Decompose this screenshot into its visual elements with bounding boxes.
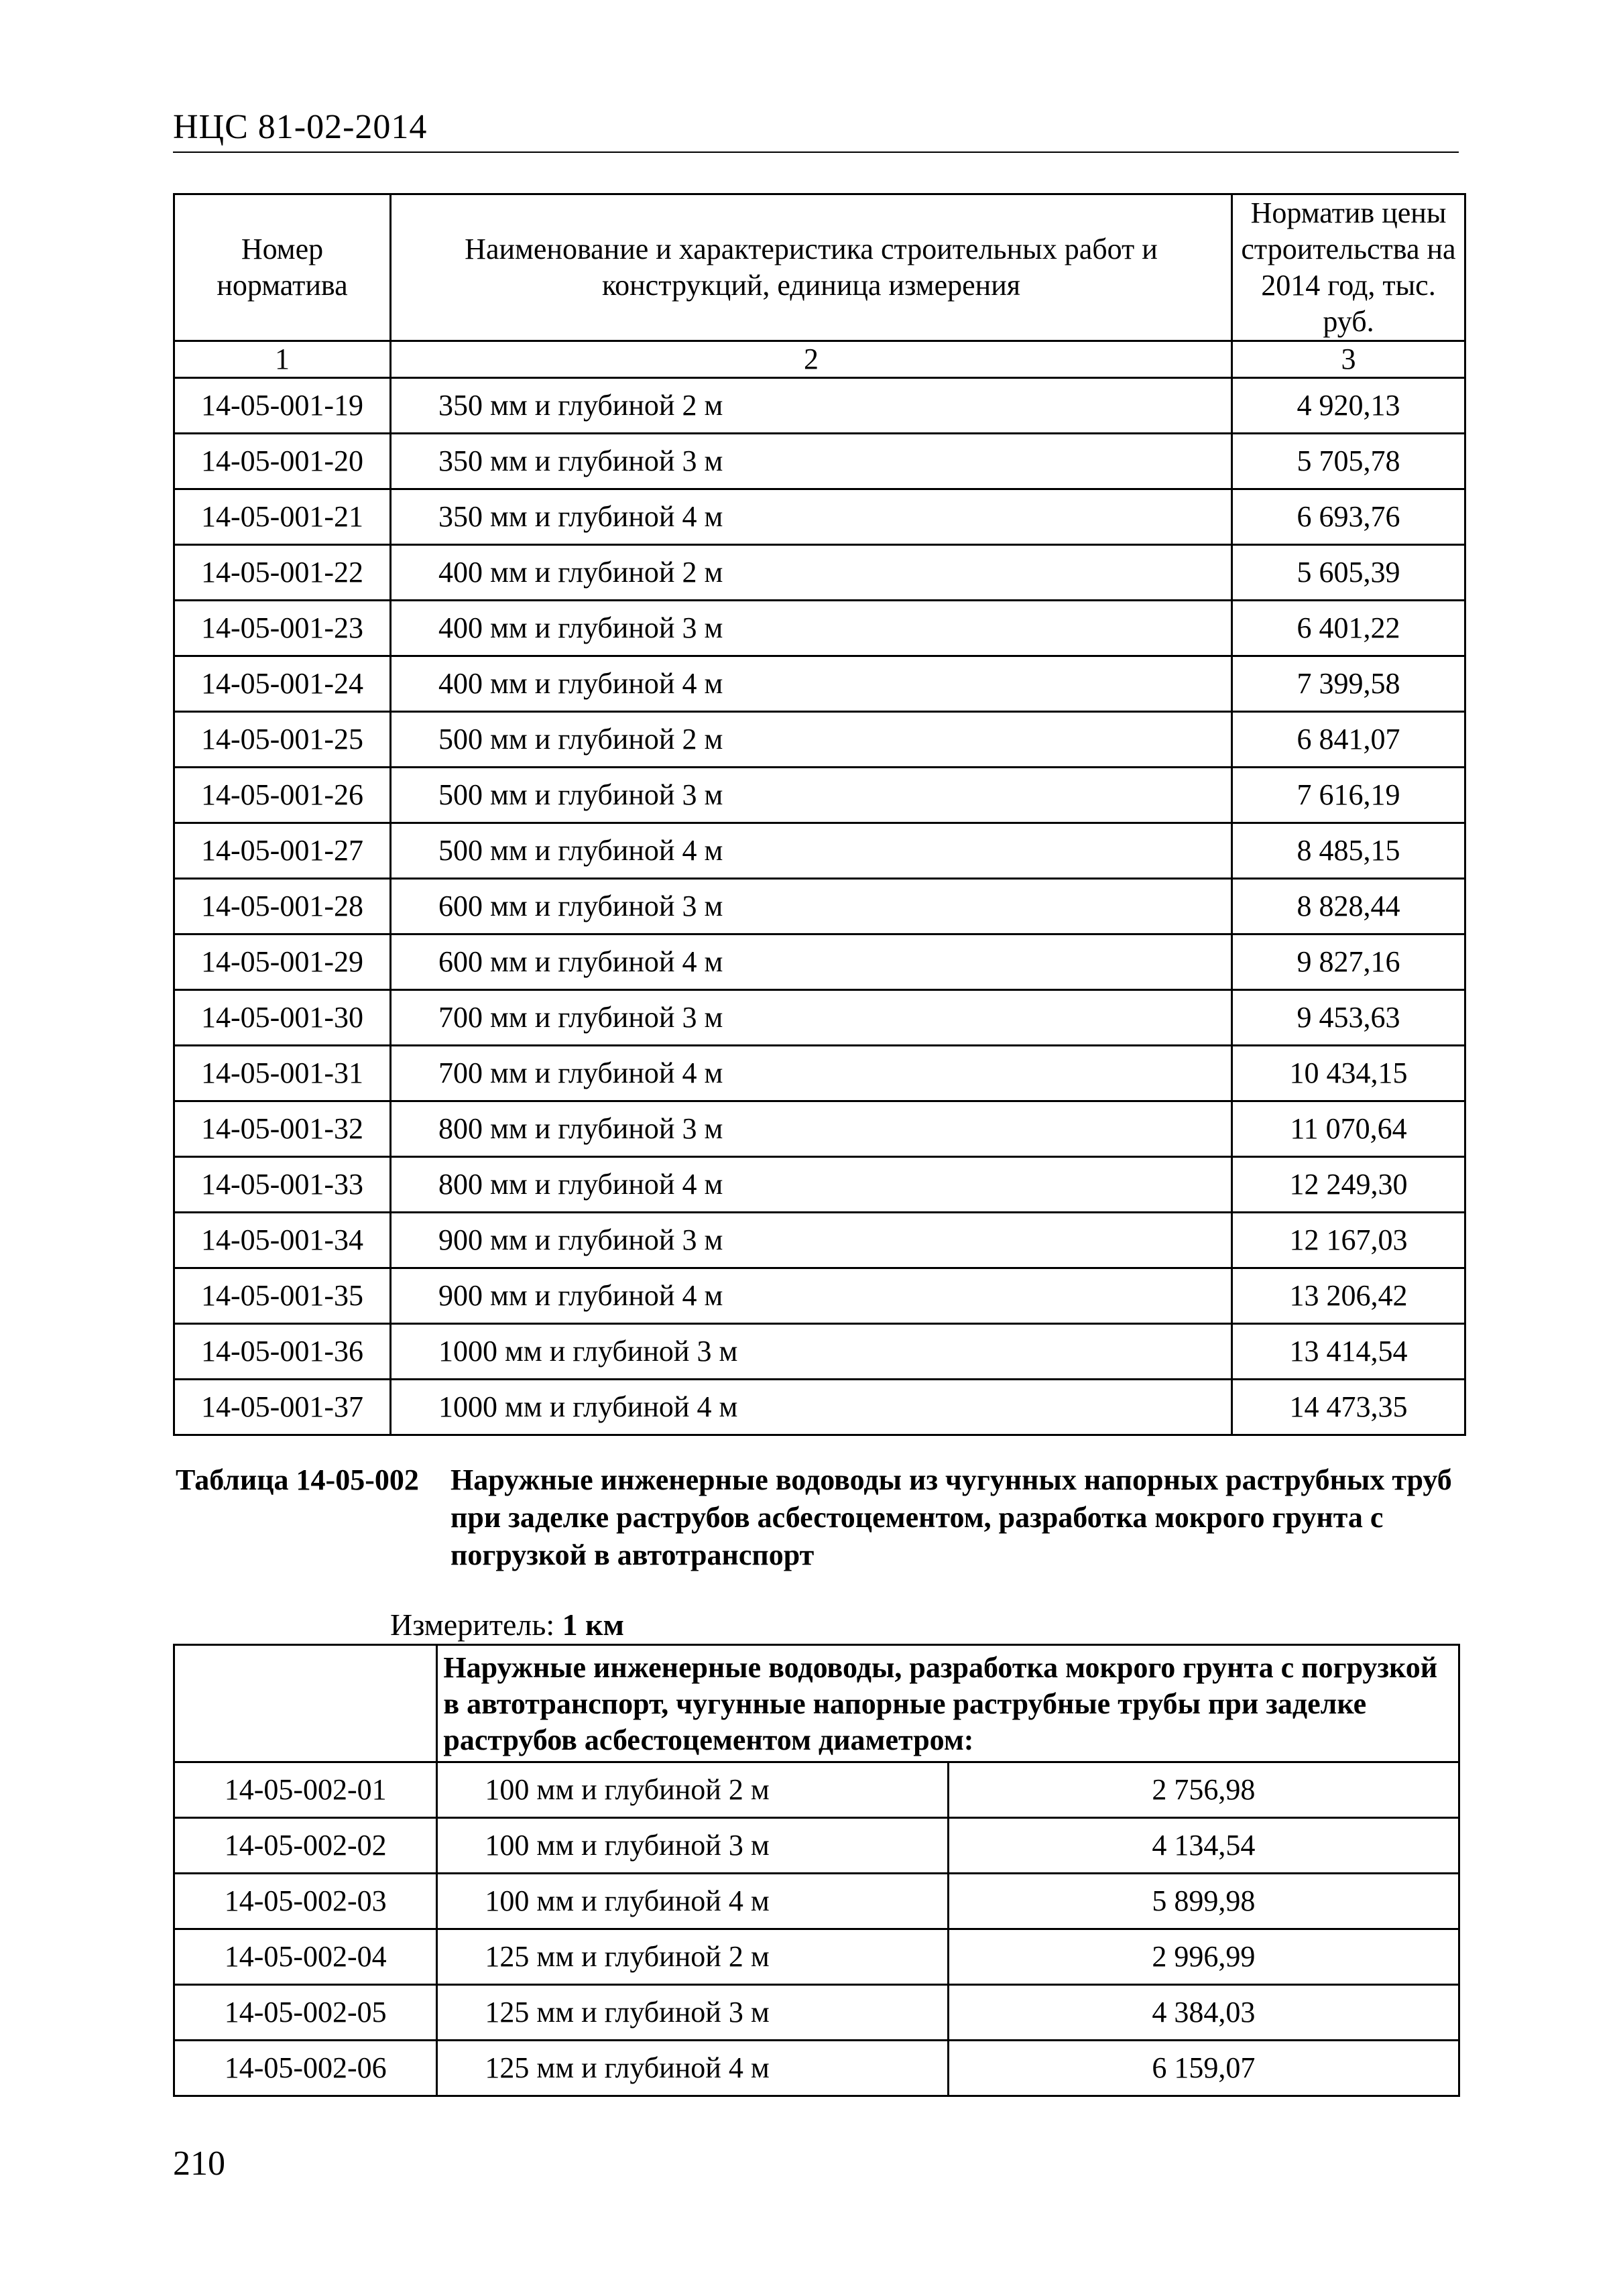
row-description: 350 мм и глубиной 4 м — [391, 489, 1232, 545]
row-code: 14-05-001-34 — [174, 1213, 391, 1268]
table-row — [174, 823, 1465, 879]
table-row — [174, 712, 1465, 768]
subheader-empty-cell — [174, 1645, 437, 1762]
row-price: 10 434,15 — [1232, 1046, 1465, 1101]
header-rule — [173, 152, 1459, 153]
table-row — [174, 1101, 1465, 1157]
row-price: 11 070,64 — [1232, 1101, 1465, 1157]
table-row — [174, 1818, 1459, 1874]
row-description: 500 мм и глубиной 4 м — [391, 823, 1232, 879]
row-description: 600 мм и глубиной 4 м — [391, 934, 1232, 990]
table-row — [174, 2041, 1459, 2096]
row-code: 14-05-002-05 — [174, 1985, 437, 2041]
row-price: 6 401,22 — [1232, 601, 1465, 656]
row-price: 13 206,42 — [1232, 1268, 1465, 1324]
table1-column-numbers — [174, 341, 1465, 378]
row-code: 14-05-001-30 — [174, 990, 391, 1046]
row-code: 14-05-001-35 — [174, 1268, 391, 1324]
table-row — [174, 1985, 1459, 2041]
row-code: 14-05-002-03 — [174, 1874, 437, 1929]
row-code: 14-05-001-33 — [174, 1157, 391, 1213]
row-code: 14-05-001-24 — [174, 656, 391, 712]
header-price: Норматив цены строительства на 2014 год, тыс. руб. — [1232, 194, 1465, 341]
price-table-14-05-002 — [173, 1644, 1460, 2097]
row-code: 14-05-001-26 — [174, 768, 391, 823]
table-row — [174, 934, 1465, 990]
row-description: 350 мм и глубиной 2 м — [391, 378, 1232, 434]
row-description: 700 мм и глубиной 4 м — [391, 1046, 1232, 1101]
table-row — [174, 1268, 1465, 1324]
row-description: 125 мм и глубиной 4 м — [437, 2041, 948, 2096]
row-code: 14-05-001-37 — [174, 1380, 391, 1435]
row-price: 13 414,54 — [1232, 1324, 1465, 1380]
row-code: 14-05-001-25 — [174, 712, 391, 768]
row-code: 14-05-001-22 — [174, 545, 391, 601]
table-row — [174, 545, 1465, 601]
row-price: 8 485,15 — [1232, 823, 1465, 879]
row-description: 400 мм и глубиной 4 м — [391, 656, 1232, 712]
row-description: 100 мм и глубиной 2 м — [437, 1762, 948, 1818]
row-code: 14-05-001-28 — [174, 879, 391, 934]
table2-label: Таблица 14-05-002 — [176, 1463, 419, 1496]
table-row — [174, 601, 1465, 656]
table-row — [174, 378, 1465, 434]
table-row — [174, 1929, 1459, 1985]
row-description: 500 мм и глубиной 3 м — [391, 768, 1232, 823]
table-row — [174, 1213, 1465, 1268]
page-number: 210 — [173, 2144, 225, 2183]
table2-subheader: Наружные инженерные водоводы, разработка мокрого грунта с погрузкой в автотранспорт, чугунные напорные раструбные трубы при заделке раструбов асбестоцементом диаметром: — [437, 1645, 1459, 1762]
row-price: 4 384,03 — [948, 1985, 1459, 2041]
table-row — [174, 1380, 1465, 1435]
row-description: 700 мм и глубиной 3 м — [391, 990, 1232, 1046]
row-price: 9 827,16 — [1232, 934, 1465, 990]
price-table-14-05-001 — [173, 193, 1466, 1436]
row-description: 800 мм и глубиной 4 м — [391, 1157, 1232, 1213]
row-code: 14-05-001-29 — [174, 934, 391, 990]
column-number-2: 2 — [391, 341, 1232, 378]
table-row — [174, 1324, 1465, 1380]
table-row — [174, 1157, 1465, 1213]
row-code: 14-05-001-36 — [174, 1324, 391, 1380]
row-price: 7 399,58 — [1232, 656, 1465, 712]
row-code: 14-05-002-04 — [174, 1929, 437, 1985]
table-row — [174, 879, 1465, 934]
row-price: 7 616,19 — [1232, 768, 1465, 823]
table2-subheader-row — [174, 1645, 1459, 1762]
row-description: 400 мм и глубиной 3 м — [391, 601, 1232, 656]
meter-value: 1 км — [562, 1608, 624, 1642]
row-price: 14 473,35 — [1232, 1380, 1465, 1435]
table2-title: Наружные инженерные водоводы из чугунных напорных раструбных труб при заделке раструбов асбестоцементом, разработка мокрого грунта с погрузкой в автотранспорт — [450, 1463, 1452, 1571]
row-price: 6 159,07 — [948, 2041, 1459, 2096]
row-code: 14-05-001-21 — [174, 489, 391, 545]
meter-label: Измеритель: — [390, 1608, 555, 1642]
row-code: 14-05-001-31 — [174, 1046, 391, 1101]
row-code: 14-05-001-19 — [174, 378, 391, 434]
row-price: 6 841,07 — [1232, 712, 1465, 768]
row-description: 100 мм и глубиной 3 м — [437, 1818, 948, 1874]
table1-body — [174, 194, 1465, 1435]
row-code: 14-05-002-02 — [174, 1818, 437, 1874]
row-price: 5 705,78 — [1232, 434, 1465, 489]
row-description: 900 мм и глубиной 3 м — [391, 1213, 1232, 1268]
row-description: 350 мм и глубиной 3 м — [391, 434, 1232, 489]
row-price: 12 167,03 — [1232, 1213, 1465, 1268]
table-row — [174, 434, 1465, 489]
row-code: 14-05-002-06 — [174, 2041, 437, 2096]
row-description: 1000 мм и глубиной 3 м — [391, 1324, 1232, 1380]
column-number-3: 3 — [1232, 341, 1465, 378]
row-description: 1000 мм и глубиной 4 м — [391, 1380, 1232, 1435]
row-description: 600 мм и глубиной 3 м — [391, 879, 1232, 934]
row-description: 500 мм и глубиной 2 м — [391, 712, 1232, 768]
row-price: 4 134,54 — [948, 1818, 1459, 1874]
row-price: 12 249,30 — [1232, 1157, 1465, 1213]
header-code: Номер норматива — [174, 194, 391, 341]
row-code: 14-05-001-27 — [174, 823, 391, 879]
row-price: 2 756,98 — [948, 1762, 1459, 1818]
row-description: 900 мм и глубиной 4 м — [391, 1268, 1232, 1324]
row-code: 14-05-001-20 — [174, 434, 391, 489]
table-row — [174, 489, 1465, 545]
table-row — [174, 990, 1465, 1046]
table-row — [174, 1046, 1465, 1101]
table1-header-row — [174, 194, 1465, 341]
measurement-unit — [390, 1608, 624, 1642]
table-row — [174, 1874, 1459, 1929]
table-row — [174, 656, 1465, 712]
document-code: НЦС 81-02-2014 — [173, 108, 428, 146]
row-price: 2 996,99 — [948, 1929, 1459, 1985]
row-description: 400 мм и глубиной 2 м — [391, 545, 1232, 601]
row-description: 800 мм и глубиной 3 м — [391, 1101, 1232, 1157]
row-price: 5 899,98 — [948, 1874, 1459, 1929]
table-row — [174, 1762, 1459, 1818]
row-price: 9 453,63 — [1232, 990, 1465, 1046]
row-code: 14-05-002-01 — [174, 1762, 437, 1818]
row-price: 8 828,44 — [1232, 879, 1465, 934]
row-description: 100 мм и глубиной 4 м — [437, 1874, 948, 1929]
row-code: 14-05-001-32 — [174, 1101, 391, 1157]
header-description: Наименование и характеристика строительных работ и конструкций, единица измерения — [391, 194, 1232, 341]
row-price: 6 693,76 — [1232, 489, 1465, 545]
table-row — [174, 768, 1465, 823]
row-description: 125 мм и глубиной 3 м — [437, 1985, 948, 2041]
row-price: 4 920,13 — [1232, 378, 1465, 434]
row-price: 5 605,39 — [1232, 545, 1465, 601]
row-code: 14-05-001-23 — [174, 601, 391, 656]
row-description: 125 мм и глубиной 2 м — [437, 1929, 948, 1985]
table2-body — [174, 1645, 1459, 2096]
column-number-1: 1 — [174, 341, 391, 378]
